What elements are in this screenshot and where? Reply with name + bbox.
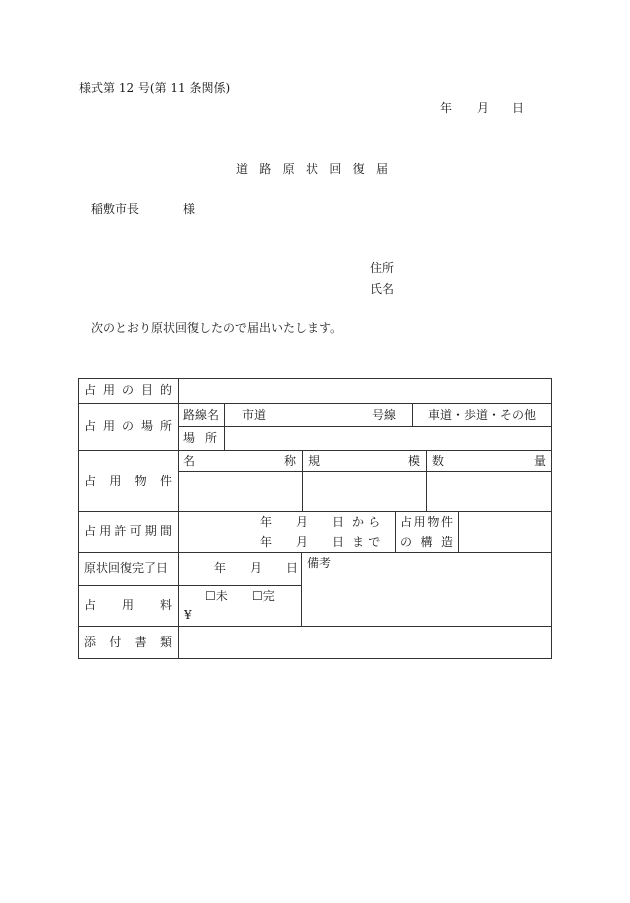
period-from-month: 月 — [296, 515, 309, 529]
attachments-label: 添 付 書 類 — [84, 635, 172, 649]
intro-text: 次のとおり原状回復したので届出いたします。 — [91, 321, 343, 335]
purpose-label: 占 用 の 目 的 — [84, 383, 172, 397]
name-label: 氏名 — [370, 282, 395, 296]
fee-label: 占 用 料 — [84, 598, 172, 612]
restore-month: 月 — [250, 561, 263, 575]
fee-unpaid-checkbox[interactable]: ☐未 — [205, 589, 228, 603]
addressee-honorific: 様 — [183, 202, 196, 216]
object-label: 占 用 物 件 — [84, 474, 172, 488]
object-scale-column: 規 模 — [308, 454, 420, 468]
period-to-day: 日 — [332, 535, 345, 549]
object-name-column: 名 称 — [183, 454, 296, 468]
period-to-suffix: まで — [352, 535, 385, 549]
date-day-label: 日 — [512, 101, 525, 115]
address-label: 住所 — [370, 261, 395, 275]
date-year-label: 年 — [440, 101, 453, 115]
place-label: 占 用 の 場 所 — [84, 419, 172, 433]
period-from-suffix: から — [352, 515, 385, 529]
fee-paid-checkbox[interactable]: ☐完 — [252, 589, 275, 603]
structure-label-line1: 占 用 物 件 — [400, 515, 453, 529]
fee-yen-sign: ¥ — [184, 608, 192, 622]
restore-day: 日 — [286, 561, 299, 575]
period-to-year: 年 — [260, 535, 273, 549]
date-month-label: 月 — [477, 101, 490, 115]
remarks-label: 備考 — [307, 556, 332, 570]
route-number-label: 号線 — [372, 408, 397, 422]
structure-label-line2: の 構 造 — [400, 535, 453, 549]
restore-year: 年 — [214, 561, 227, 575]
form-number: 様式第 12 号(第 11 条関係) — [79, 81, 231, 95]
restore-complete-label: 原状回復完了日 — [84, 561, 169, 575]
location-label: 場 所 — [183, 431, 217, 445]
period-to-month: 月 — [296, 535, 309, 549]
object-quantity-column: 数 量 — [432, 454, 546, 468]
document-title: 道 路 原 状 回 復 届 — [236, 162, 388, 176]
period-from-day: 日 — [332, 515, 345, 529]
route-city: 市道 — [242, 408, 267, 422]
route-name-label: 路線名 — [183, 408, 220, 422]
addressee-name: 稲敷市長 — [91, 202, 140, 216]
period-from-year: 年 — [260, 515, 273, 529]
road-type-options: 車道・歩道・その他 — [428, 408, 537, 422]
period-label: 占 用 許 可 期 間 — [84, 524, 172, 538]
